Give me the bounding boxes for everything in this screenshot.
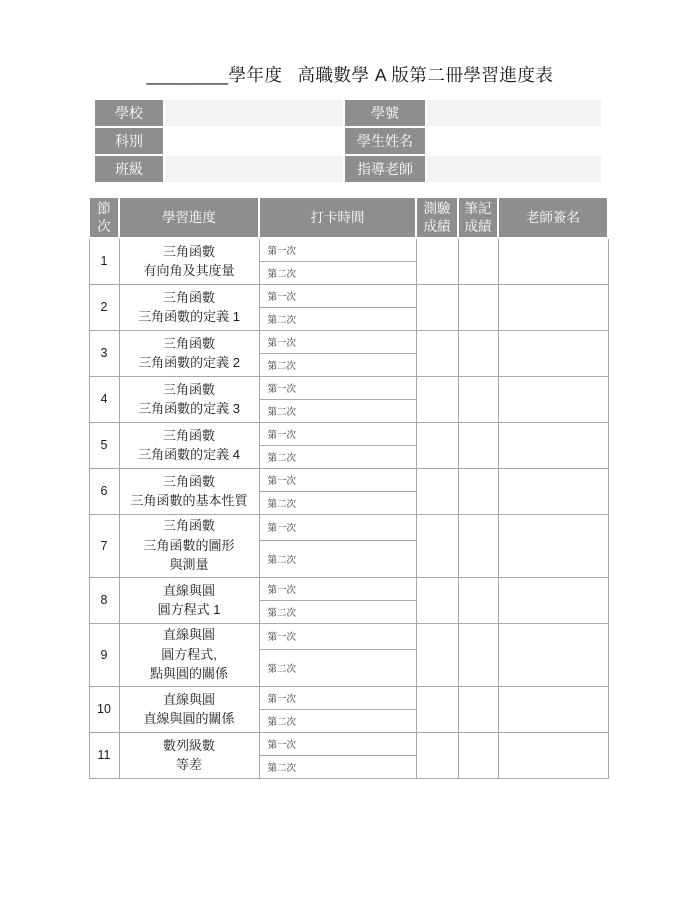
teacher-signature-cell <box>498 686 608 732</box>
teacher-signature-cell <box>498 577 608 623</box>
table-row <box>89 422 608 445</box>
school-label: 學校 <box>95 100 163 126</box>
test-score-cell <box>416 623 458 686</box>
col-header-teacher-sign: 老師簽名 <box>498 197 608 238</box>
checkin-second-cell: 第二次 <box>259 353 416 376</box>
test-score-cell <box>416 577 458 623</box>
table-row <box>89 514 608 540</box>
checkin-second-cell: 第二次 <box>259 540 416 577</box>
info-row <box>95 100 601 126</box>
checkin-first-cell: 第一次 <box>259 732 416 755</box>
table-row <box>89 284 608 307</box>
section-number: 11 <box>89 732 119 778</box>
teacher-signature-cell <box>498 514 608 577</box>
checkin-first-cell: 第一次 <box>259 623 416 649</box>
checkin-second-cell: 第二次 <box>259 261 416 284</box>
class-value <box>165 156 343 182</box>
progress-topic: 數列級數 等差 <box>119 732 259 778</box>
student-name-label: 學生姓名 <box>345 128 425 154</box>
checkin-first-cell: 第一次 <box>259 514 416 540</box>
col-header-checkin: 打卡時間 <box>259 197 416 238</box>
note-score-cell <box>458 514 498 577</box>
student-id-value <box>427 100 601 126</box>
progress-topic: 三角函數 三角函數的基本性質 <box>119 468 259 514</box>
note-score-cell <box>458 422 498 468</box>
checkin-first-cell: 第一次 <box>259 330 416 353</box>
year-blank: ________ <box>146 65 229 85</box>
checkin-second-cell: 第二次 <box>259 445 416 468</box>
teacher-signature-cell <box>498 422 608 468</box>
section-number: 1 <box>89 238 119 284</box>
teacher-signature-cell <box>498 468 608 514</box>
year-label: 學年度 <box>228 65 283 85</box>
progress-topic: 三角函數 三角函數的定義 2 <box>119 330 259 376</box>
teacher-signature-cell <box>498 376 608 422</box>
checkin-first-cell: 第一次 <box>259 238 416 261</box>
school-value <box>165 100 343 126</box>
teacher-signature-cell <box>498 623 608 686</box>
checkin-second-cell: 第二次 <box>259 649 416 686</box>
class-label: 班級 <box>95 156 163 182</box>
note-score-cell <box>458 330 498 376</box>
test-score-cell <box>416 732 458 778</box>
test-score-cell <box>416 422 458 468</box>
table-row <box>89 468 608 491</box>
test-score-cell <box>416 330 458 376</box>
progress-topic: 直線與圓 直線與圓的關係 <box>119 686 259 732</box>
progress-table <box>88 196 609 779</box>
checkin-second-cell: 第二次 <box>259 491 416 514</box>
progress-topic: 三角函數 三角函數的定義 1 <box>119 284 259 330</box>
checkin-second-cell: 第二次 <box>259 755 416 778</box>
note-score-cell <box>458 686 498 732</box>
checkin-first-cell: 第一次 <box>259 686 416 709</box>
progress-topic: 直線與圓 圓方程式, 點與圓的關係 <box>119 623 259 686</box>
checkin-first-cell: 第一次 <box>259 422 416 445</box>
table-row <box>89 330 608 353</box>
department-value <box>165 128 343 154</box>
checkin-first-cell: 第一次 <box>259 577 416 600</box>
section-number: 10 <box>89 686 119 732</box>
test-score-cell <box>416 514 458 577</box>
student-info-table <box>93 98 603 184</box>
test-score-cell <box>416 376 458 422</box>
title-main: 高職數學 A 版第二冊學習進度表 <box>297 65 554 85</box>
table-row <box>89 238 608 261</box>
col-header-section: 節 次 <box>89 197 119 238</box>
table-row <box>89 577 608 600</box>
table-row <box>89 376 608 399</box>
test-score-cell <box>416 284 458 330</box>
note-score-cell <box>458 238 498 284</box>
advisor-label: 指導老師 <box>345 156 425 182</box>
progress-topic: 三角函數 三角函數的圖形 與測量 <box>119 514 259 577</box>
student-id-label: 學號 <box>345 100 425 126</box>
table-row <box>89 732 608 755</box>
checkin-second-cell: 第二次 <box>259 399 416 422</box>
teacher-signature-cell <box>498 238 608 284</box>
teacher-signature-cell <box>498 732 608 778</box>
section-number: 2 <box>89 284 119 330</box>
note-score-cell <box>458 376 498 422</box>
section-number: 8 <box>89 577 119 623</box>
student-name-value <box>427 128 601 154</box>
test-score-cell <box>416 468 458 514</box>
table-row <box>89 623 608 649</box>
col-header-note-score: 筆記 成績 <box>458 197 498 238</box>
col-header-progress: 學習進度 <box>119 197 259 238</box>
note-score-cell <box>458 577 498 623</box>
teacher-signature-cell <box>498 284 608 330</box>
info-row <box>95 128 601 154</box>
test-score-cell <box>416 686 458 732</box>
section-number: 5 <box>89 422 119 468</box>
progress-topic: 三角函數 三角函數的定義 3 <box>119 376 259 422</box>
table-header-row <box>89 197 608 238</box>
section-number: 6 <box>89 468 119 514</box>
department-label: 科別 <box>95 128 163 154</box>
info-row <box>95 156 601 182</box>
note-score-cell <box>458 284 498 330</box>
checkin-first-cell: 第一次 <box>259 376 416 399</box>
checkin-second-cell: 第二次 <box>259 709 416 732</box>
note-score-cell <box>458 732 498 778</box>
section-number: 4 <box>89 376 119 422</box>
progress-topic: 三角函數 有向角及其度量 <box>119 238 259 284</box>
advisor-value <box>427 156 601 182</box>
checkin-second-cell: 第二次 <box>259 600 416 623</box>
teacher-signature-cell <box>498 330 608 376</box>
section-number: 9 <box>89 623 119 686</box>
progress-topic: 直線與圓 圓方程式 1 <box>119 577 259 623</box>
progress-topic: 三角函數 三角函數的定義 4 <box>119 422 259 468</box>
checkin-second-cell: 第二次 <box>259 307 416 330</box>
note-score-cell <box>458 468 498 514</box>
checkin-first-cell: 第一次 <box>259 284 416 307</box>
note-score-cell <box>458 623 498 686</box>
test-score-cell <box>416 238 458 284</box>
page-title <box>0 62 700 87</box>
table-row <box>89 686 608 709</box>
section-number: 7 <box>89 514 119 577</box>
section-number: 3 <box>89 330 119 376</box>
checkin-first-cell: 第一次 <box>259 468 416 491</box>
col-header-test-score: 測驗 成績 <box>416 197 458 238</box>
